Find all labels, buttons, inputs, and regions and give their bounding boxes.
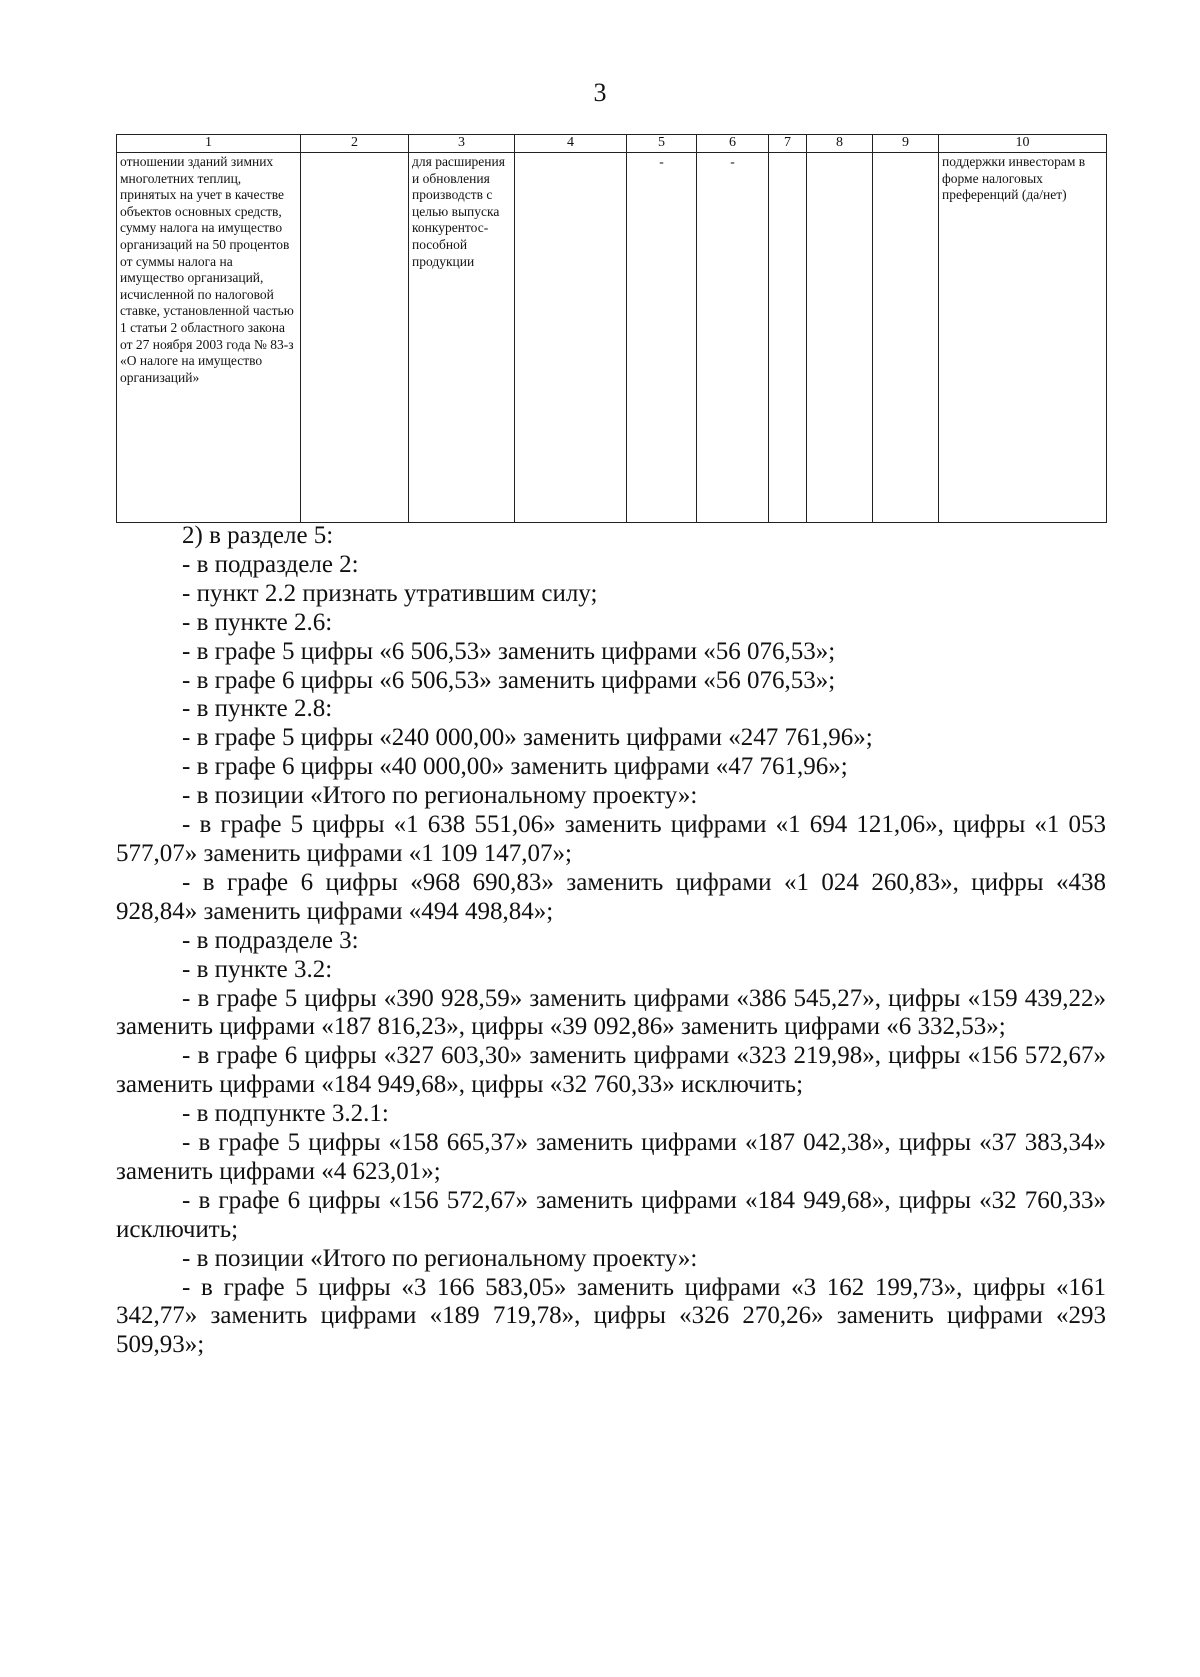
paragraph: - в пункте 3.2: (182, 955, 333, 983)
paragraph: 2) в разделе 5: (182, 522, 334, 549)
table-cell-purpose: для расширения и обновления производств с целью выпуска конкурентос-пособной продукции (409, 153, 515, 523)
paragraph: - в графе 5 цифры «240 000,00» заменить цифрами «247 761,96»; (182, 724, 873, 752)
paragraph: - в подразделе 2: (182, 550, 359, 578)
paragraph: - в графе 5 цифры «1 638 551,06» заменить цифрами «1 694 121,06», цифры «1 053 577,07» заменить цифрами «1 109 147,07»; (116, 811, 1106, 867)
column-header: 2 (301, 135, 409, 153)
amendment-text (116, 522, 1106, 1360)
paragraph: - пункт 2.2 признать утратившим силу; (182, 579, 598, 607)
page-number: 3 (593, 78, 607, 107)
paragraph: - в графе 6 цифры «6 506,53» заменить цифрами «56 076,53»; (182, 666, 836, 694)
column-header: 10 (939, 135, 1107, 153)
paragraph: - в пункте 2.8: (182, 695, 333, 723)
table-cell-dash: - (697, 153, 769, 523)
column-header: 5 (627, 135, 697, 153)
table-cell-measure-description: отношении зданий зимних многолетних теплиц, принятых на учет в качестве объектов основных средств, сумму налога на имущество организаций на 50 процентов от суммы налога на имущество организаций, исчисленной по налоговой ставке, установленной частью 1 статьи 2 областного закона от 27 ноября 2003 года № 83-з «О налоге на имущество организаций» (117, 153, 301, 523)
paragraph: - в графе 5 цифры «158 665,37» заменить цифрами «187 042,38», цифры «37 383,34» заменить цифрами «4 623,01»; (116, 1129, 1106, 1185)
paragraph: - в пункте 2.6: (182, 608, 333, 636)
paragraph: - в графе 6 цифры «156 572,67» заменить цифрами «184 949,68», цифры «32 760,33» исключить; (116, 1186, 1106, 1243)
paragraph: - в графе 5 цифры «6 506,53» заменить цифрами «56 076,53»; (182, 637, 836, 665)
paragraph: - в позиции «Итого по региональному проекту»: (182, 1244, 698, 1272)
table-cell-support-form: поддержки инвесторам в форме налоговых преференций (да/нет) (939, 153, 1107, 523)
table-cell (515, 153, 627, 523)
paragraph: - в графе 5 цифры «390 928,59» заменить цифрами «386 545,27», цифры «159 439,22» заменить цифрами «187 816,23», цифры «39 092,86» заменить цифрами «6 332,53»; (116, 984, 1106, 1041)
column-header: 9 (873, 135, 939, 153)
table-cell (807, 153, 873, 523)
table-header-row (117, 135, 1107, 153)
paragraph: - в подпункте 3.2.1: (182, 1100, 389, 1128)
table-cell (873, 153, 939, 523)
table-cell (769, 153, 807, 523)
column-header: 8 (807, 135, 873, 153)
table-cell-dash: - (627, 153, 697, 523)
paragraph: - в графе 6 цифры «327 603,30» заменить цифрами «323 219,98», цифры «156 572,67» заменить цифрами «184 949,68», цифры «32 760,33» исключить; (116, 1042, 1106, 1099)
paragraph: - в графе 5 цифры «3 166 583,05» заменить цифрами «3 162 199,73», цифры «161 342,77» заменить цифрами «189 719,78», цифры «326 270,26» заменить цифрами «293 509,93»; (116, 1273, 1106, 1359)
paragraph: - в подразделе 3: (182, 926, 359, 954)
column-header: 4 (515, 135, 627, 153)
table-cell (301, 153, 409, 523)
column-header: 7 (769, 135, 807, 153)
column-header: 1 (117, 135, 301, 153)
table-row (117, 153, 1107, 523)
paragraph: - в позиции «Итого по региональному проекту»: (182, 782, 698, 810)
amendment-table (116, 134, 1107, 523)
paragraph: - в графе 6 цифры «40 000,00» заменить цифрами «47 761,96»; (182, 753, 848, 781)
column-header: 6 (697, 135, 769, 153)
column-header: 3 (409, 135, 515, 153)
paragraph: - в графе 6 цифры «968 690,83» заменить цифрами «1 024 260,83», цифры «438 928,84» заменить цифрами «494 498,84»; (116, 868, 1106, 925)
